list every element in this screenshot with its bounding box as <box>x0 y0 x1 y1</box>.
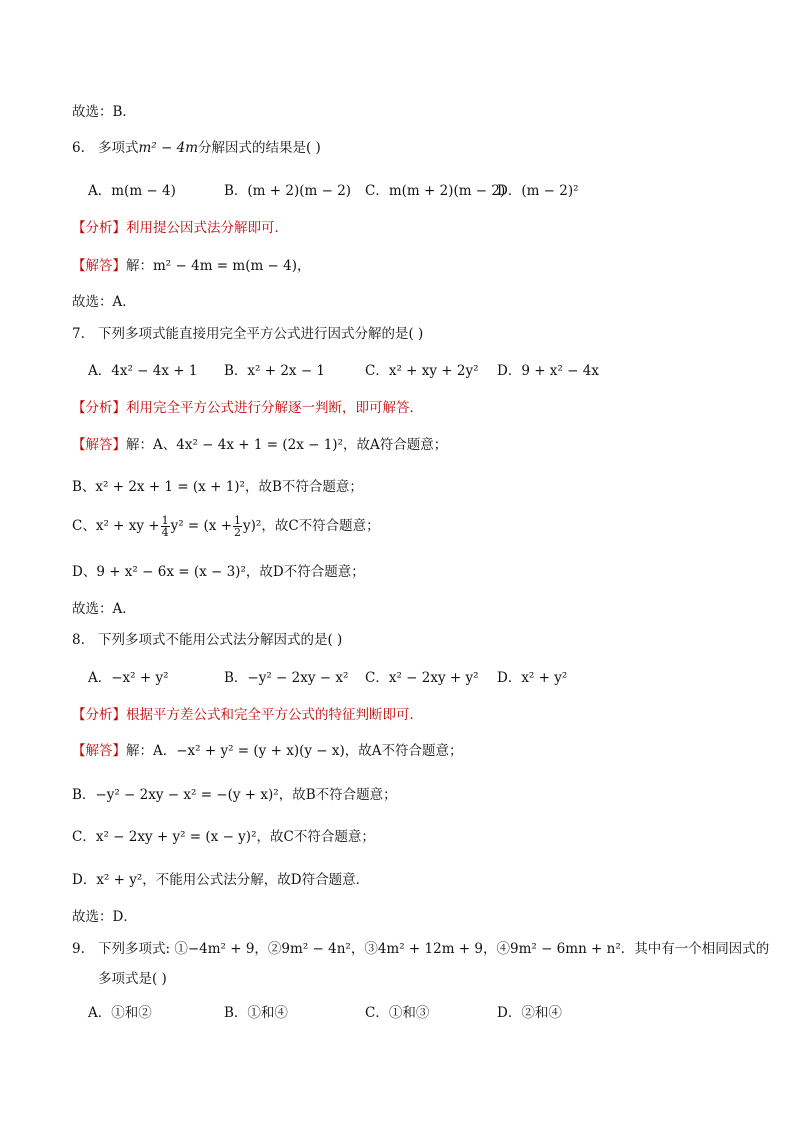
q6-stem-b: 分解因式的结果是( ) <box>198 140 321 156</box>
q7-answer-a <box>72 436 447 454</box>
q6-analysis-tag: 【分析】 <box>72 220 126 236</box>
q7-choose: 故选：A． <box>72 601 136 617</box>
q8-analysis-text: 根据平方差公式和完全平方公式的特征判断即可． <box>126 707 423 723</box>
q7-stem-text: 下列多项式能直接用完全平方公式进行因式分解的是( ) <box>98 326 424 342</box>
q9-stem-line1 <box>72 940 769 958</box>
q8-analysis <box>72 706 423 724</box>
q8-answer-a-text: 解：A．−x² + y² = (y + x)(y − x)，故A不符合题意； <box>126 743 463 759</box>
q9-number: 9. <box>72 941 85 957</box>
q7-answer-c <box>72 512 380 540</box>
q6-option-c[interactable]: C．m(m + 2)(m − 2) <box>365 183 506 199</box>
q9-option-c[interactable]: C．①和③ <box>365 1005 430 1021</box>
q6-analysis <box>72 219 288 237</box>
q8-option-a[interactable]: A．−x² + y² <box>88 670 169 686</box>
q8-stem <box>72 631 342 649</box>
q6-stem-a: 多项式 <box>98 140 139 156</box>
q8-option-d[interactable]: D．x² + y² <box>497 670 568 686</box>
q8-answer-b: B．−y² − 2xy − x² = −(y + x)²，故B不符合题意； <box>72 787 397 803</box>
fraction-numerator: 1 <box>161 514 169 527</box>
q8-option-c[interactable]: C．x² − 2xy + y² <box>365 670 479 686</box>
q8-answer-tag: 【解答】 <box>72 743 126 759</box>
q8-stem-text: 下列多项式不能用公式法分解因式的是( ) <box>98 632 343 648</box>
q8-analysis-tag: 【分析】 <box>72 707 126 723</box>
q9-stem-line1-text: 下列多项式: ①−4m² + 9，②9m² − 4n²，③4m² + 12m + 9，④9m² − 6mn + n²．其中有一个相同因式的 <box>98 941 770 957</box>
q8-number: 8. <box>72 632 85 648</box>
q7-answer-tag: 【解答】 <box>72 437 126 453</box>
q9-option-a[interactable]: A．①和② <box>88 1005 152 1021</box>
q7-answer-d: D、9 + x² − 6x = (x − 3)²，故D不符合题意； <box>72 564 365 580</box>
q7-analysis <box>72 399 423 417</box>
q8-choose: 故选：D． <box>72 909 137 925</box>
q9-option-b[interactable]: B．①和④ <box>224 1005 288 1021</box>
q8-answer-d: D．x² + y²，不能用公式法分解，故D符合题意． <box>72 872 370 888</box>
q7-answer-c-part1: C、x² + xy + <box>72 518 160 534</box>
q6-answer-text: 解：m² − 4m = m(m − 4)， <box>126 258 311 274</box>
fraction-denominator: 2 <box>234 526 242 539</box>
q7-number: 7. <box>72 326 85 342</box>
q6-option-b[interactable]: B．(m + 2)(m − 2) <box>224 183 352 199</box>
q7-option-c[interactable]: C．x² + xy + 2y² <box>365 363 479 379</box>
q8-answer-c: C．x² − 2xy + y² = (x − y)²，故C不符合题意； <box>72 829 375 845</box>
q8-option-b[interactable]: B．−y² − 2xy − x² <box>224 670 349 686</box>
q7-fraction-quarter <box>161 515 170 538</box>
q6-analysis-text: 利用提公因式法分解即可． <box>126 220 288 236</box>
q7-option-d[interactable]: D．9 + x² − 4x <box>497 363 599 379</box>
q7-answer-c-part3: y)²，故C不符合题意； <box>243 518 380 534</box>
q6-answer <box>72 257 311 275</box>
q6-number: 6. <box>72 140 85 156</box>
q7-answer-b: B、x² + 2x + 1 = (x + 1)²，故B不符合题意； <box>72 479 363 495</box>
q9-option-d[interactable]: D．②和④ <box>497 1005 562 1021</box>
fraction-denominator: 4 <box>161 526 169 539</box>
q6-option-d[interactable]: D．(m − 2)² <box>497 183 579 199</box>
q6-option-a[interactable]: A．m(m − 4) <box>88 183 176 199</box>
q6-choose: 故选：A． <box>72 294 136 310</box>
q9-stem-line2: 多项式是( ) <box>98 971 167 987</box>
q7-option-b[interactable]: B．x² + 2x − 1 <box>224 363 326 379</box>
q7-analysis-text: 利用完全平方公式进行分解逐一判断，即可解答． <box>126 400 423 416</box>
q5-choose: 故选：B． <box>72 104 136 120</box>
q6-stem <box>72 139 321 157</box>
q7-option-a[interactable]: A．4x² − 4x + 1 <box>88 363 198 379</box>
q7-analysis-tag: 【分析】 <box>72 400 126 416</box>
q7-fraction-half <box>233 515 242 538</box>
fraction-numerator: 1 <box>234 514 242 527</box>
q8-answer-a <box>72 742 463 760</box>
q7-answer-c-part2: y² = (x + <box>170 518 233 534</box>
q7-answer-a-text: 解：A、4x² − 4x + 1 = (2x − 1)²，故A符合题意； <box>126 437 448 453</box>
q6-stem-expr: m² − 4m <box>138 140 198 156</box>
q6-answer-tag: 【解答】 <box>72 258 126 274</box>
q7-stem <box>72 325 423 343</box>
